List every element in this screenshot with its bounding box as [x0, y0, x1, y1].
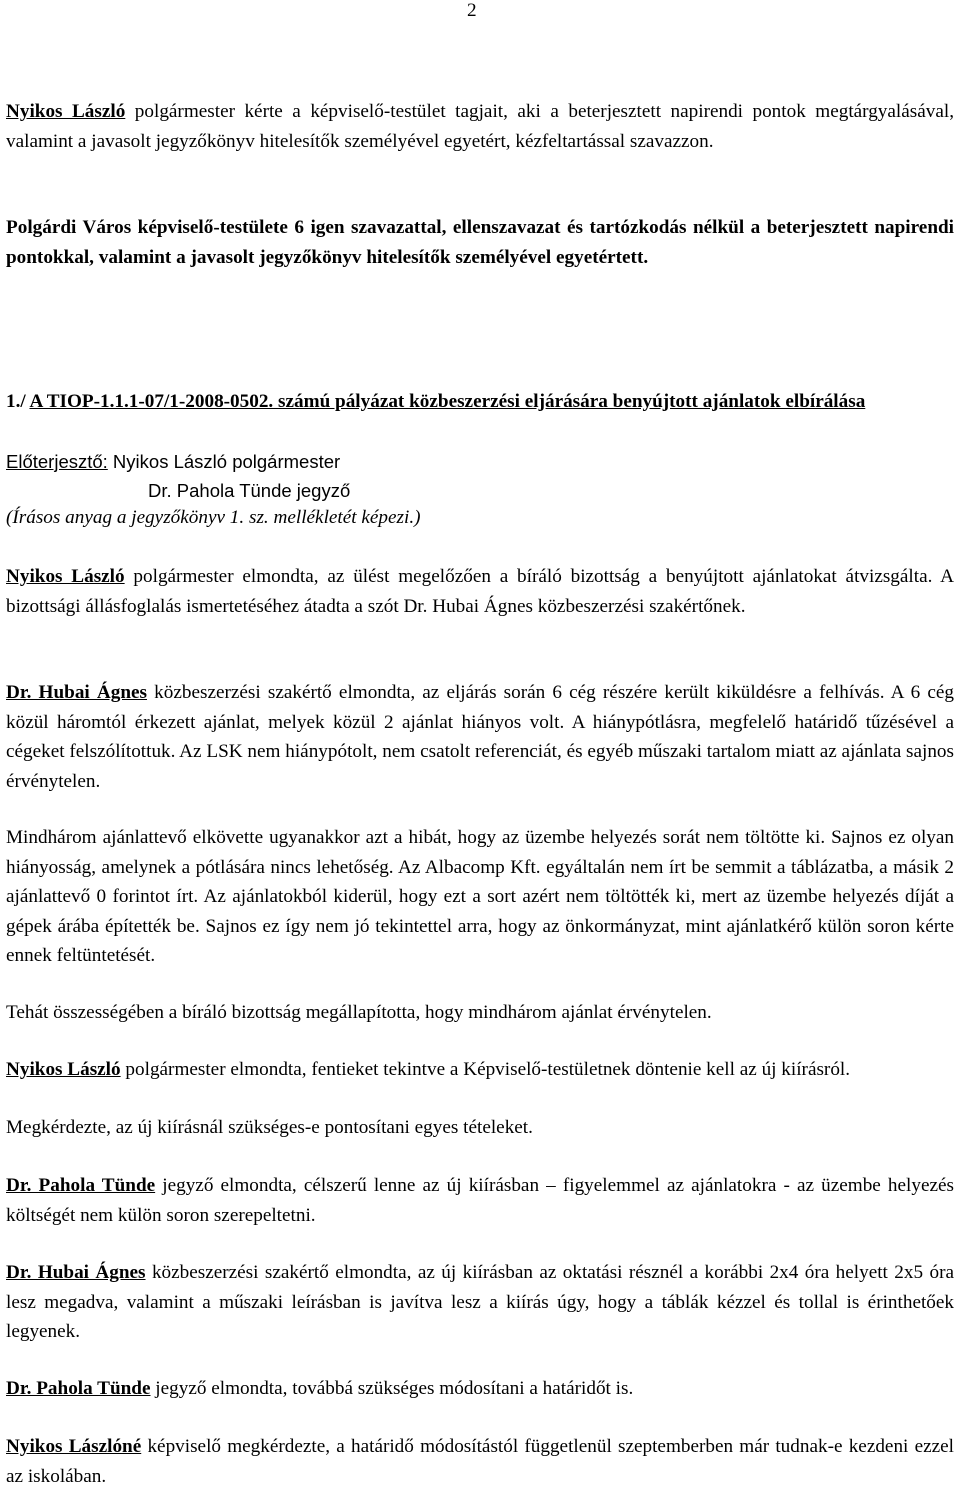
speaker-name: Nyikos László	[6, 566, 125, 587]
attachment-note: (Írásos anyag a jegyzőkönyv 1. sz. mellékletét képezi.)	[6, 507, 421, 528]
agenda-item-title	[6, 387, 954, 417]
paragraph-5: Mindhárom ajánlattevő elkövette ugyanakkor azt a hibát, hogy az üzembe helyezés sorát nem töltötte ki. Sajnos ez olyan hiányosság, amelynek a pótlására nincs lehetőség. Az Albacomp Kft. egyáltalán nem írt be semmit a táblázatba, a másik 2 ajánlattevő 0 forintot írt. Az ajánlatokból kiderül, hogy ezt a sort azért nem töltötték ki, mert az üzembe helyezés díját a gépek árába építették be. Sajnos ez így nem jó tekintettel arra, hogy az önkormányzat, mint ajánlatkérő külön soron kérte ennek feltüntetését.	[6, 827, 954, 966]
speaker-name: Nyikos Lászlóné	[6, 1436, 142, 1457]
presenter-label: Előterjesztő:	[6, 451, 108, 472]
resolution-paragraph: Polgárdi Város képviselő-testülete 6 igen szavazattal, ellenszavazat és tartózkodás nélkül a beterjesztett napirendi pontokkal, valamint a javasolt jegyzőkönyv hitelesítők személyével egyetértett.	[6, 217, 954, 268]
agenda-item-text: A TIOP-1.1.1-07/1-2008-0502. számú pályázat közbeszerzési eljárására benyújtott ajánlatok elbírálása	[29, 391, 866, 412]
paragraph-7	[6, 1055, 954, 1085]
speaker-name: Dr. Pahola Tünde	[6, 1175, 156, 1196]
agenda-item-number: 1./	[6, 391, 30, 412]
paragraph-8: Megkérdezte, az új kiírásnál szükséges-e pontosítani egyes tételeket.	[6, 1117, 533, 1138]
paragraph-text: jegyző elmondta, célszerű lenne az új kiírásban – figyelemmel az ajánlatokra - az üzembe helyezés költségét nem külön soron szerepeltetni.	[6, 1175, 954, 1226]
paragraph-text: közbeszerzési szakértő elmondta, az eljárás során 6 cég részére került kiküldésre a felhívás. A 6 cég közül háromtól érkezett ajánlat, melyek közül 2 ajánlat hiányos volt. A hiánypótlásra, megfelelő határidő tűzésével a cégeket felszólítottuk. Az LSK nem hiánypótolt, nem csatolt referenciát, és egyéb műszaki tartalom miatt az ajánlata sajnos érvénytelen.	[6, 682, 954, 792]
paragraph-4	[6, 678, 954, 796]
presenter-name: Nyikos László polgármester	[107, 451, 341, 472]
paragraph-10	[6, 1258, 954, 1347]
page-number: 2	[467, 0, 477, 21]
speaker-name: Dr. Hubai Ágnes	[6, 1262, 146, 1283]
speaker-name: Dr. Pahola Tünde	[6, 1378, 151, 1399]
speaker-name: Nyikos László	[6, 101, 126, 122]
paragraph-text: jegyző elmondta, továbbá szükséges módosítani a határidőt is.	[150, 1378, 634, 1399]
paragraph-text: polgármester kérte a képviselő-testület tagjait, aki a beterjesztett napirendi pontok megtárgyalásával, valamint a javasolt jegyzőkönyv hitelesítők személyével egyetért, kézfeltartással szavazzon.	[6, 101, 954, 152]
paragraph-text: polgármester elmondta, az ülést megelőzően a bíráló bizottság a benyújtott ajánlatokat átvizsgálta. A bizottsági állásfoglalás ismertetéséhez átadta a szót Dr. Hubai Ágnes közbeszerzési szakértőnek.	[6, 566, 954, 617]
presenter-name-2: Dr. Pahola Tünde jegyző	[148, 480, 351, 501]
presenter-line	[6, 447, 340, 477]
paragraph-text: közbeszerzési szakértő elmondta, az új kiírásban az oktatási résznél a korábbi 2x4 óra helyett 2x5 óra lesz megadva, valamint a műszaki leírásban is javítva lesz a kiírás úgy, hogy a táblák kézzel és tollal is érinthetőek legyenek.	[6, 1262, 954, 1342]
paragraph-6: Tehát összességében a bíráló bizottság megállapította, hogy mindhárom ajánlat érvénytelen.	[6, 1002, 712, 1023]
paragraph-9	[6, 1171, 954, 1230]
paragraph-12	[6, 1432, 954, 1491]
paragraph-3	[6, 562, 954, 621]
speaker-name: Nyikos László	[6, 1059, 121, 1080]
paragraph-text: polgármester elmondta, fentieket tekintve a Képviselő-testületnek döntenie kell az új kiírásról.	[120, 1059, 851, 1080]
speaker-name: Dr. Hubai Ágnes	[6, 682, 148, 703]
paragraph-text: képviselő megkérdezte, a határidő módosítástól függetlenül szeptemberben már tudnak-e kezdeni ezzel az iskolában.	[6, 1436, 954, 1487]
paragraph-11	[6, 1374, 954, 1404]
paragraph-1	[6, 97, 954, 156]
